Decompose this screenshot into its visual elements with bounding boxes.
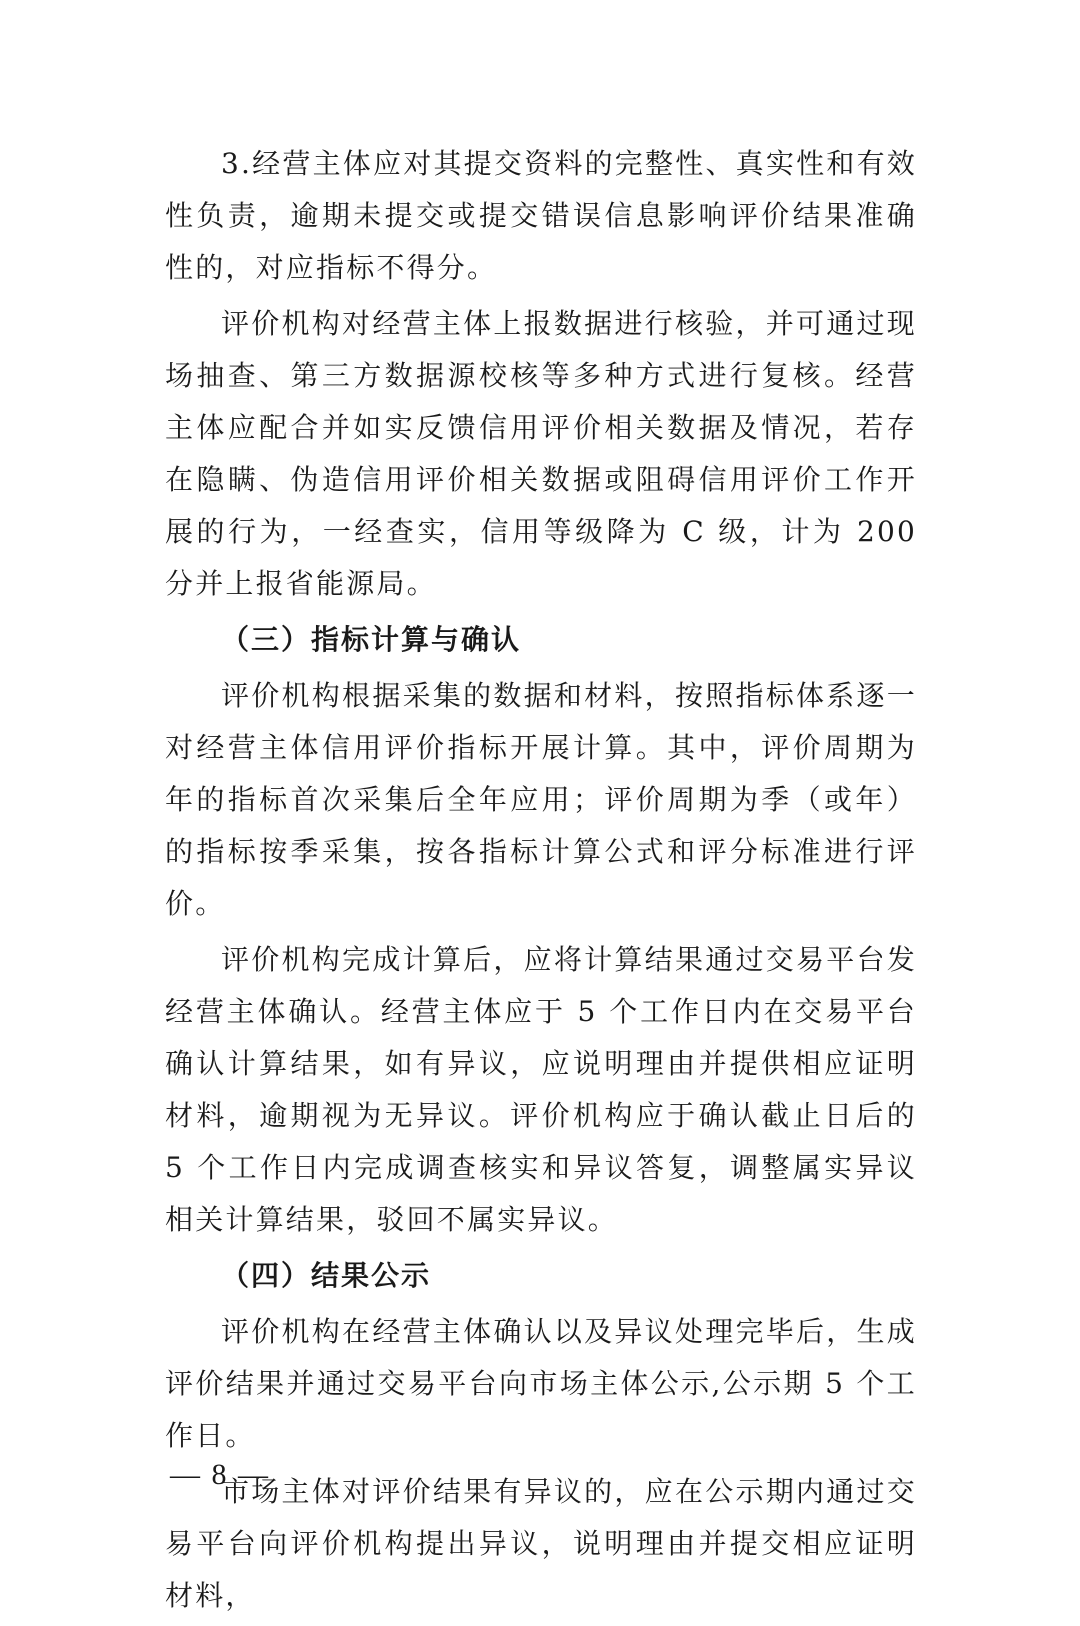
paragraph-confirmation: 评价机构完成计算后，应将计算结果通过交易平台发经营主体确认。经营主体应于 5 个工作日内在交易平台确认计算结果，如有异议，应说明理由并提供相应证明材料，逾期视为无异议。评价机构应于确认截止日后的 5 个工作日内完成调查核实和异议答复，调整属实异议相关计算结果，驳回不属实异议。 <box>165 943 917 1236</box>
document-body <box>165 138 917 1626</box>
section-heading-calculation: （三）指标计算与确认 <box>221 623 522 656</box>
section-heading-publication: （四）结果公示 <box>221 1259 432 1292</box>
paragraph-indicator-calculation: 评价机构根据采集的数据和材料，按照指标体系逐一对经营主体信用评价指标开展计算。其中，评价周期为年的指标首次采集后全年应用；评价周期为季（或年）的指标按季采集，按各指标计算公式和评分标准进行评价。 <box>165 679 917 920</box>
paragraph-submission-responsibility: 3.经营主体应对其提交资料的完整性、真实性和有效性负责，逾期未提交或提交错误信息影响评价结果准确性的，对应指标不得分。 <box>165 147 917 284</box>
paragraph-publication: 评价机构在经营主体确认以及异议处理完毕后，生成评价结果并通过交易平台向市场主体公示,公示期 5 个工作日。 <box>165 1315 917 1452</box>
paragraph-objection: 市场主体对评价结果有异议的，应在公示期内通过交易平台向评价机构提出异议，说明理由并提交相应证明材料， <box>165 1475 917 1612</box>
page-number: — 8 — <box>170 1458 270 1491</box>
paragraph-data-verification: 评价机构对经营主体上报数据进行核验，并可通过现场抽查、第三方数据源校核等多种方式进行复核。经营主体应配合并如实反馈信用评价相关数据及情况，若存在隐瞒、伪造信用评价相关数据或阻碍信用评价工作开展的行为，一经查实，信用等级降为 C 级，计为 200 分并上报省能源局。 <box>165 307 917 600</box>
